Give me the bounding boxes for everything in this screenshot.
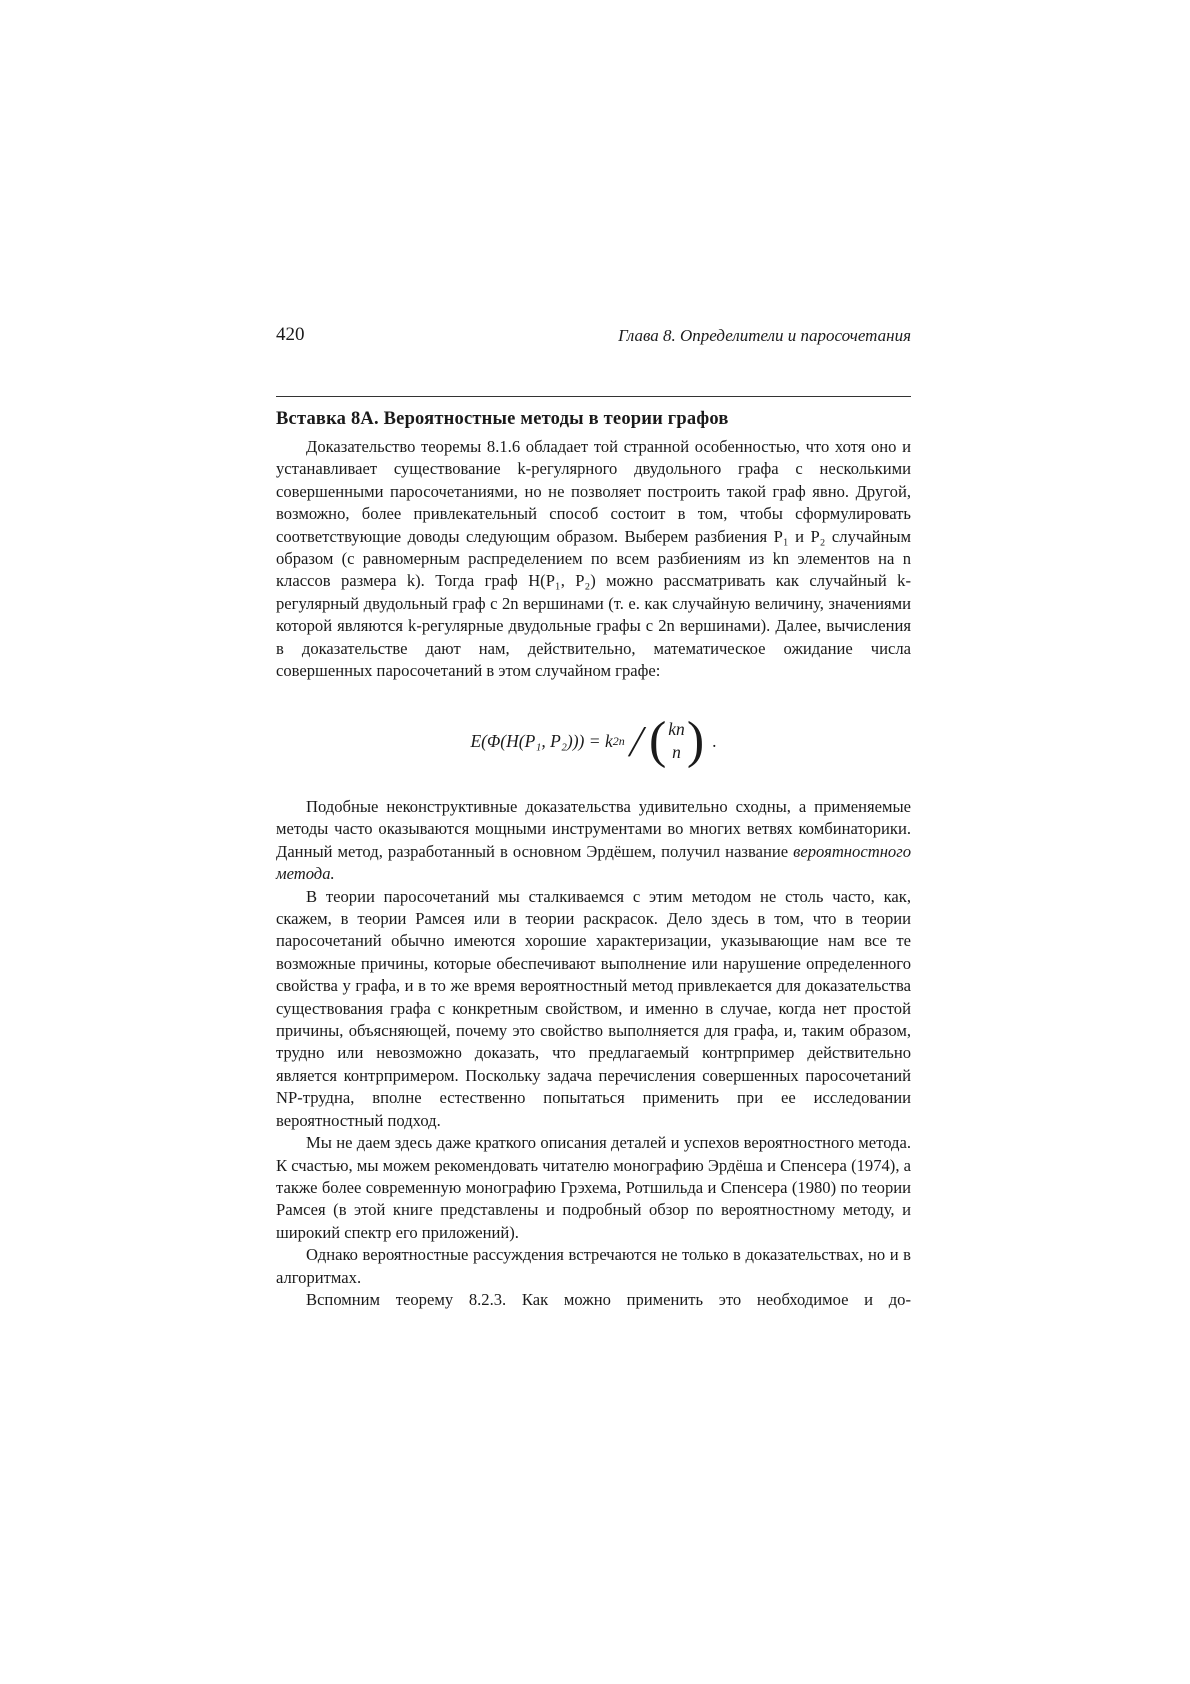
left-paren: ( [648,712,667,769]
binom-top: kn [668,719,685,739]
paragraph: В теории паросочетаний мы сталкиваемся с этим методом не столь часто, как, скажем, в теории Рамсея или в теории раскрасок. Дело здесь в том, что в теории паросочетаний обычно имеются хорошие характеризации, указывающие нам все те возможные причины, которые обеспечивают выполнение или нарушение определенного свойства у графа, и в то же время вероятностный метод привлекается для доказательства существования графа с конкретным свойством, и именно в случае, когда нет простой причины, объясняющей, почему это свойство выполняется для графа, и, таким образом, трудно или невозможно доказать, что предлагаемый контрпример действительно является контрпримером. Поскольку задача перечисления совершенных паросочетаний NP-трудна, вполне естественно попытаться применить при ее исследовании вероятностный подход. [276,886,911,1130]
paragraph: Мы не даем здесь даже краткого описания деталей и успехов вероятностного метода. К счастью, мы можем рекомендовать читателю монографию Эрдёша и Спенсера (1974), а также более современную монографию Грэхема, Ротшильда и Спенсера (1980) по теории Рамсея (в этой книге представлены и подробный обзор по вероятностному методу, и широкий спектр его приложений). [276,1133,911,1242]
formula-period: . [712,730,717,751]
paragraph: Доказательство теоремы 8.1.6 обладает той странной особенностью, что хотя оно и устанавливает существование k-регулярного двудольного графа с несколькими совершенными паросочетаниями, но не позволяет построить такой граф явно. Другой, возможно, более привлекательный способ состоит в том, чтобы сформулировать соответствующие доводы следующим образом. Выберем разбиения P₁ и P₂ случайным образом (с равномерным распределением по всем разбиениям из kn элементов на n классов размера k). Тогда граф H(P₁, P₂) можно рассматривать как случайный k-регулярный двудольный граф с 2n вершинами (т. е. как случайную величину, значениями которой являются k-регулярные двудольные графы с 2n вершинами). Далее, вычисления в доказательстве дают нам, действительно, математическое ожидание числа совершенных паросочетаний в этом случайном графе: [276,437,911,681]
method-name-emphasis: вероятностного метода. [276,841,911,884]
formula-lhs: E(Φ(H(P₁, P₂))) = k [470,730,613,751]
binom-bottom: n [672,742,681,762]
formula-division-slash: / [625,716,649,766]
paragraph: Однако вероятностные рассуждения встречаются не только в доказательствах, но и в алгоритмах. [276,1245,911,1287]
text-block-before-formula [276,436,911,682]
running-head: Глава 8. Определители и паросочетания [618,326,911,345]
page-number: 420 [276,324,305,345]
paragraph-text: Подобные неконструктивные доказательства удивительно сходны, а применяемые методы часто оказываются мощными инструментами во многих ветвях комбинаторики. Данный метод, разработанный в основном Эрдёшем, получил название [276,797,911,861]
box-top-rule [276,396,911,397]
binomial-coefficient [648,712,705,769]
paragraph [276,796,911,886]
box-title: Вставка 8А. Вероятностные методы в теории графов [276,409,729,429]
display-formula [276,706,911,776]
paragraph: Вспомним теорему 8.2.3. Как можно применить это необходимое и до- [306,1289,911,1309]
text-block-after-formula [276,796,911,1311]
formula-exponent: 2n [612,733,625,748]
binomial-stack [668,718,685,764]
right-paren: ) [686,712,705,769]
